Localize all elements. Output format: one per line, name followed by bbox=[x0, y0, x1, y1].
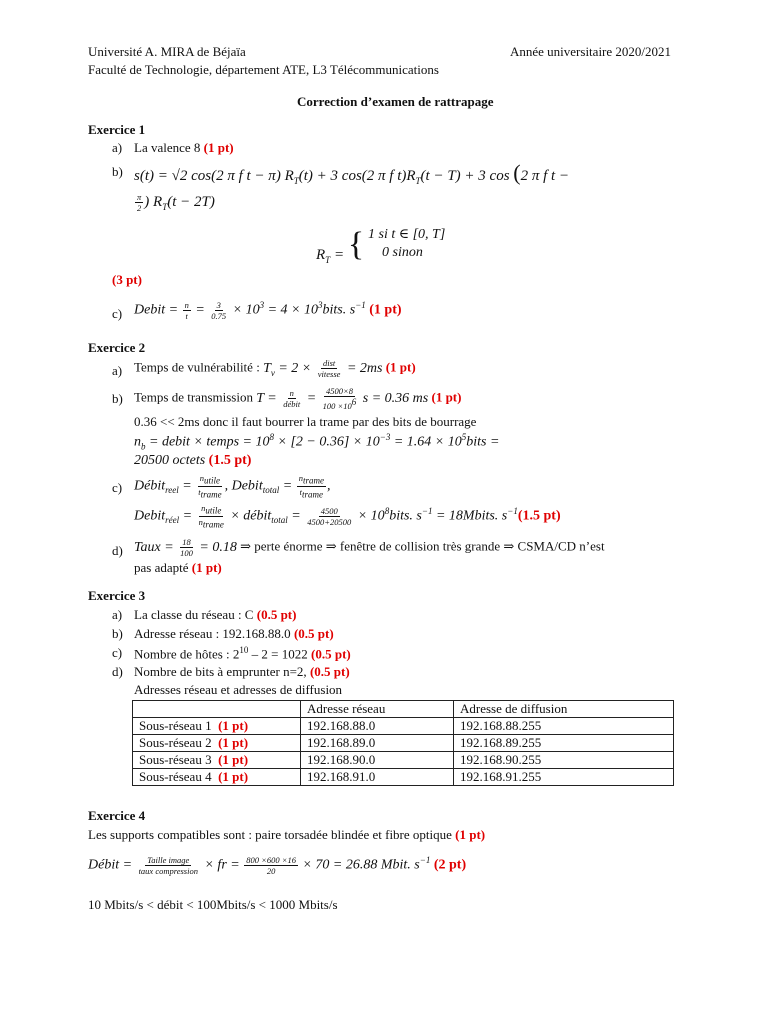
ex4-supports-line bbox=[88, 827, 485, 843]
ex1-b-formula-cont: $\frac{\pi}{2}$ ) $R_T(t - 2T)$ bbox=[137, 192, 215, 213]
network-address-cell: 192.168.91.0 bbox=[301, 769, 454, 786]
network-address-cell: 192.168.88.0 bbox=[301, 718, 454, 735]
table-row bbox=[133, 735, 674, 752]
university-name: Université A. MIRA de Béjaïa bbox=[88, 44, 246, 59]
ex3-a-text: La classe du réseau : C bbox=[134, 607, 254, 622]
ex1-c-label: c) bbox=[112, 306, 123, 321]
ex2-d-points: (1 pt) bbox=[191, 560, 222, 575]
ex3-b-line bbox=[134, 626, 334, 642]
ex3-c-text-2: – 2 = 1022 bbox=[248, 646, 308, 662]
subnet-name: Sous-réseau 3 bbox=[139, 752, 212, 767]
ex3-c-text: Nombre de hôtes : 2 bbox=[134, 646, 240, 662]
faculty-line: Faculté de Technologie, département ATE, L3 Télécommunications bbox=[88, 62, 439, 77]
ex2-octets: 20500 octets (1.5 pt) bbox=[134, 453, 252, 468]
subnet-points: (1 pt) bbox=[218, 752, 249, 767]
subnet-name: Sous-réseau 2 bbox=[139, 735, 212, 750]
academic-year: Année universitaire 2020/2021 bbox=[510, 44, 672, 59]
broadcast-address-cell: 192.168.91.255 bbox=[454, 769, 674, 786]
ex2-a-line: Temps de vulnérabilité : $T_v = 2$ × $\frac{\text{dist}}{\text{vitesse}}$ = 2ms (1 pt) bbox=[134, 358, 416, 379]
table-row bbox=[133, 718, 674, 735]
ex2-octets-points: (1.5 pt) bbox=[208, 453, 252, 468]
ex3-a-label: a) bbox=[112, 607, 123, 622]
ex2-b-points: (1 pt) bbox=[431, 389, 462, 405]
ex1-a-points: (1 pt) bbox=[203, 140, 234, 155]
table-header-cell: Adresse réseau bbox=[301, 701, 454, 718]
subnet-table bbox=[132, 700, 674, 786]
ex1-b-points: (3 pt) bbox=[112, 272, 142, 287]
ex2-c-formula-1: Débit$_{reel}$ = $\frac{n_{utile}}{t_{trame}}$ , Debit$_{total}$ = $\frac{n_{trame}}{t_{trame}}$ , bbox=[134, 473, 331, 500]
ex4-title: Exercice 4 bbox=[88, 808, 146, 823]
ex1-a-line bbox=[134, 140, 234, 156]
ex2-c-formula-2: Debit$_{réel}$ = $\frac{n_{utile}}{n_{trame}}$ × débit$_{total}$ = $\frac{4500}{4500+20500}$ × $10^8bits$. $s^{-1}$ = 18Mbits. $s^{-1}(1.5$ pt) bbox=[134, 503, 561, 530]
ex3-c-exponent: 10 bbox=[239, 645, 249, 655]
network-address-cell: 192.168.90.0 bbox=[301, 752, 454, 769]
ex3-c-label: c) bbox=[112, 645, 123, 660]
ex3-d-text: Nombre de bits à emprunter n=2, bbox=[134, 664, 307, 679]
ex2-c-label: c) bbox=[112, 480, 123, 495]
ex3-d-points: (0.5 pt) bbox=[309, 664, 350, 679]
table-row bbox=[133, 752, 674, 769]
ex2-title: Exercice 2 bbox=[88, 340, 146, 355]
ex1-a-text: La valence 8 bbox=[134, 140, 201, 155]
table-header-row bbox=[133, 701, 674, 718]
ex1-c-formula: Debit = $\frac{n}{t}$ = $\frac{3}{0.75}$ × $10^3 = 4$ × $10^3bits$. $s^{-1}$ (1 pt) bbox=[134, 300, 402, 321]
ex1-b-formula: s(t) = √2 cos(2 π f t − π) $R_T(t) + 3$ cos(2 π f $t)R_T(t - T) + 3$ cos (2 π f t − bbox=[134, 160, 570, 186]
table-header-cell bbox=[133, 701, 301, 718]
ex2-a-points: (1 pt) bbox=[385, 359, 416, 375]
broadcast-address-cell: 192.168.89.255 bbox=[454, 735, 674, 752]
ex2-d-label: d) bbox=[112, 543, 123, 558]
ex4-range: 10 Mbits/s < débit < 100Mbits/s < 1000 Mbits/s bbox=[88, 897, 338, 912]
ex4-supports-points: (1 pt) bbox=[455, 827, 486, 842]
ex2-a-label: a) bbox=[112, 363, 123, 378]
subnet-name: Sous-réseau 1 bbox=[139, 718, 212, 733]
ex1-a-label: a) bbox=[112, 140, 123, 155]
rt-definition: $R_T$ = { bbox=[316, 226, 365, 265]
subnet-points: (1 pt) bbox=[218, 735, 249, 750]
table-header-cell: Adresse de diffusion bbox=[454, 701, 674, 718]
subnet-name: Sous-réseau 4 bbox=[139, 769, 212, 784]
ex2-d-text-2: pas adapté bbox=[134, 560, 189, 575]
ex2-bourrage-formula: $n_b$ = debit × temps = $10^8 \times [2 - 0.36] \times 10^{-3} = 1.64$ × $10^5bits$ = bbox=[134, 432, 500, 452]
ex2-a-text: Temps de vulnérabilité : bbox=[134, 359, 264, 375]
rt-case-1: 1 si t ∈ [0, T] bbox=[368, 227, 446, 242]
ex3-c-points: (0.5 pt) bbox=[311, 646, 351, 662]
ex4-debit-formula: Débit = $\frac{\text{Taille image}}{\text{taux compression}}$ × fr = $\frac{800 \times 600 \times 16}{20}$ × 70 = 26.88 Mbit. $s^{-1}$ (2 pt) bbox=[88, 855, 467, 876]
ex1-c-points: (1 pt) bbox=[369, 302, 402, 318]
ex3-d-label: d) bbox=[112, 664, 123, 679]
ex3-a-points: (0.5 pt) bbox=[256, 607, 297, 622]
broadcast-address-cell: 192.168.90.255 bbox=[454, 752, 674, 769]
ex3-d-line bbox=[134, 664, 350, 680]
ex3-title: Exercice 3 bbox=[88, 588, 146, 603]
ex3-b-text: Adresse réseau : 192.168.88.0 bbox=[134, 626, 291, 641]
subnet-name-cell bbox=[133, 769, 301, 786]
subnet-points: (1 pt) bbox=[218, 769, 249, 784]
ex2-d-text: ⇒ perte énorme ⇒ fenêtre de collision très grande ⇒ CSMA/CD n’est bbox=[236, 538, 605, 554]
page-title: Correction d’examen de rattrapage bbox=[297, 94, 494, 109]
ex2-d-line: Taux = $\frac{18}{100}$ = 0.18 ⇒ perte énorme ⇒ fenêtre de collision très grande ⇒ CSMA/CD n’est bbox=[134, 537, 605, 558]
ex2-b-text: Temps de transmission bbox=[134, 389, 257, 405]
ex3-a-line bbox=[134, 607, 296, 623]
ex3-c-line bbox=[134, 645, 351, 662]
ex3-b-points: (0.5 pt) bbox=[293, 626, 334, 641]
rt-case-2: 0 sinon bbox=[382, 245, 423, 260]
subnet-name-cell bbox=[133, 752, 301, 769]
table-row bbox=[133, 769, 674, 786]
ex2-b-label: b) bbox=[112, 391, 123, 406]
ex2-c-points: (1.5 pt) bbox=[517, 508, 561, 524]
ex3-table-caption: Adresses réseau et adresses de diffusion bbox=[134, 682, 343, 697]
subnet-points: (1 pt) bbox=[218, 718, 249, 733]
ex1-b-label: b) bbox=[112, 164, 123, 179]
ex2-b-line: Temps de transmission T = $\frac{n}{\text{débit}}$ = $\frac{4500\times 8}{100 \times 10^6}$ s = 0.36 ms (1 pt) bbox=[134, 386, 462, 411]
ex1-title: Exercice 1 bbox=[88, 122, 146, 137]
subnet-name-cell bbox=[133, 718, 301, 735]
ex3-b-label: b) bbox=[112, 626, 123, 641]
ex4-debit-points: (2 pt) bbox=[433, 857, 467, 873]
broadcast-address-cell: 192.168.88.255 bbox=[454, 718, 674, 735]
ex4-supports-text: Les supports compatibles sont : paire torsadée blindée et fibre optique bbox=[88, 827, 452, 842]
network-address-cell: 192.168.89.0 bbox=[301, 735, 454, 752]
ex2-b-note: 0.36 << 2ms donc il faut bourrer la trame par des bits de bourrage bbox=[134, 414, 477, 429]
subnet-name-cell bbox=[133, 735, 301, 752]
ex2-d-line-2 bbox=[134, 560, 222, 576]
